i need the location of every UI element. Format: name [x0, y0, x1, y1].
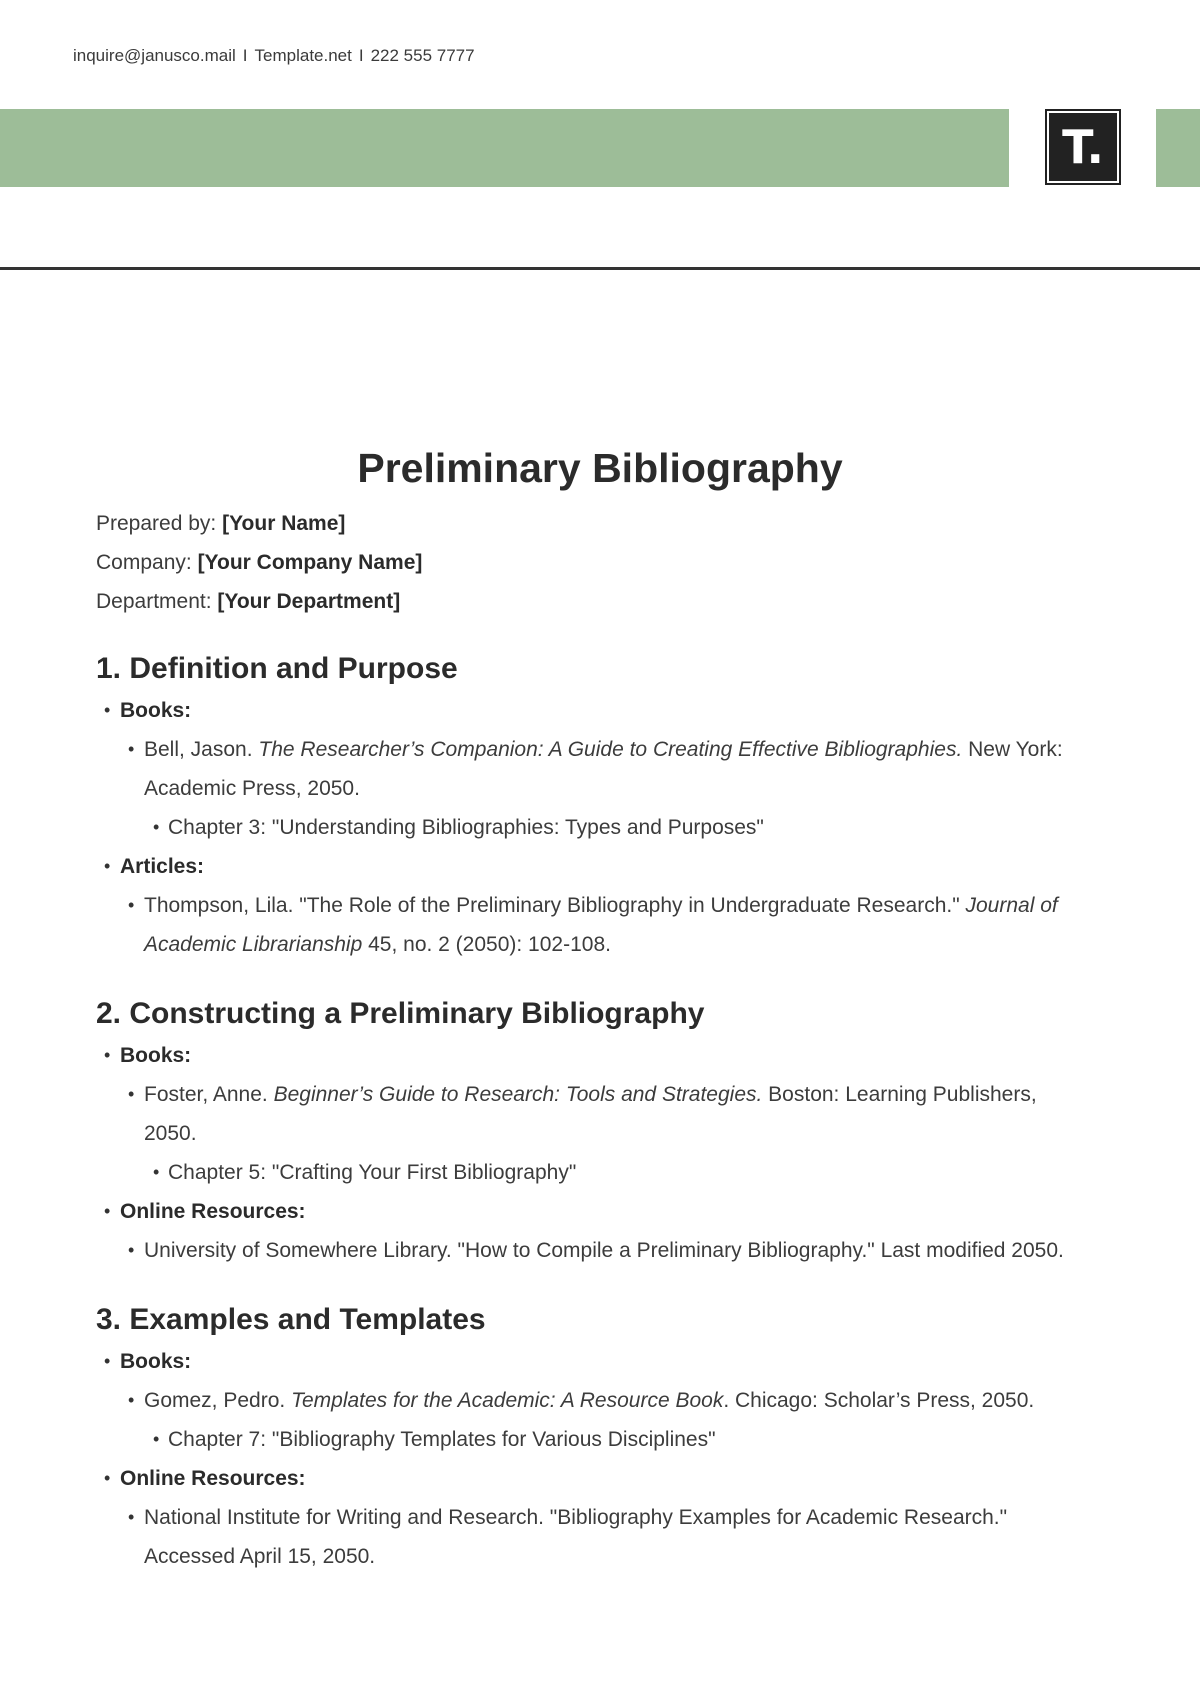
list-item — [96, 1192, 1096, 1231]
ref-text: . Chicago: Scholar’s Press, 2050. — [723, 1389, 1035, 1412]
section-heading: 3. Examples and Templates — [96, 1303, 486, 1336]
group-label: Articles: — [120, 855, 205, 878]
ref-text: Boston: Learning Publishers, 2050. — [144, 1083, 1037, 1145]
contact-email[interactable]: inquire@janusco.mail — [73, 46, 236, 65]
ref-text: National Institute for Writing and Research. "Bibliography Examples for Academic Research." Accessed April 15, 2050. — [144, 1506, 1008, 1568]
ref-title: Beginner’s Guide to Research: Tools and Strategies. — [273, 1083, 763, 1106]
meta-block — [96, 504, 1096, 621]
section-heading: 1. Definition and Purpose — [96, 652, 458, 685]
header-divider — [0, 267, 1200, 270]
ref-text: 45, no. 2 (2050): 102-108. — [362, 933, 611, 956]
logo-letter: T. — [1062, 120, 1104, 174]
ref-title: The Researcher’s Companion: A Guide to Creating Effective Bibliographies. — [258, 738, 963, 761]
ref-text: Gomez, Pedro. — [144, 1389, 292, 1412]
contact-phone: 222 555 7777 — [370, 46, 475, 65]
list-item — [96, 1459, 1096, 1498]
ref-title: Journal of Academic Librarianship — [144, 894, 1058, 956]
reference-entry — [96, 1381, 1064, 1420]
meta-label: Company: — [96, 551, 192, 574]
list-item — [96, 1342, 1096, 1381]
section-heading: 2. Constructing a Preliminary Bibliography — [96, 997, 705, 1030]
contact-separator: I — [242, 46, 248, 65]
page-title: Preliminary Bibliography — [357, 445, 843, 491]
meta-value: [Your Name] — [222, 512, 346, 535]
group-label: Books: — [120, 699, 192, 722]
list-item — [96, 847, 1096, 886]
ref-text: Thompson, Lila. "The Role of the Preliminary Bibliography in Undergraduate Research." — [144, 894, 966, 917]
meta-value: [Your Department] — [217, 590, 401, 613]
header-contact — [73, 46, 475, 66]
chapter-entry: • Chapter 3: "Understanding Bibliographies: Types and Purposes" — [96, 808, 1096, 847]
meta-company — [96, 543, 1096, 582]
reference-entry — [96, 886, 1064, 964]
reference-entry — [96, 1231, 1064, 1270]
meta-label: Prepared by: — [96, 512, 217, 535]
meta-prepared — [96, 504, 1096, 543]
meta-label: Department: — [96, 590, 212, 613]
meta-value: [Your Company Name] — [197, 551, 423, 574]
group-label: Online Resources: — [120, 1200, 306, 1223]
chapter-entry: • Chapter 5: "Crafting Your First Bibliography" — [96, 1153, 1096, 1192]
ref-text: University of Somewhere Library. "How to Compile a Preliminary Bibliography." Last modified 2050. — [144, 1239, 1064, 1262]
ref-text: New York: Academic Press, 2050. — [144, 738, 1063, 800]
reference-entry — [96, 1498, 1064, 1576]
ref-title: Templates for the Academic: A Resource Book — [291, 1389, 724, 1412]
group-label: Books: — [120, 1044, 192, 1067]
header-band-right — [1156, 109, 1200, 187]
list-item — [96, 691, 1096, 730]
section-definition — [96, 647, 1096, 964]
contact-website[interactable]: Template.net — [254, 46, 352, 65]
section-examples — [96, 1298, 1096, 1576]
section-list — [96, 1036, 1096, 1270]
company-logo — [1047, 111, 1119, 183]
reference-entry — [96, 730, 1064, 808]
section-list — [96, 1342, 1096, 1576]
reference-entry — [96, 1075, 1064, 1153]
section-list — [96, 691, 1096, 964]
chapter-entry: • Chapter 7: "Bibliography Templates for Various Disciplines" — [96, 1420, 1096, 1459]
ref-text: Bell, Jason. — [144, 738, 259, 761]
group-label: Books: — [120, 1350, 192, 1373]
section-constructing — [96, 992, 1096, 1270]
group-label: Online Resources: — [120, 1467, 306, 1490]
document-body — [96, 440, 1096, 1576]
ref-text: Foster, Anne. — [144, 1083, 274, 1106]
list-item — [96, 1036, 1096, 1075]
contact-separator: I — [358, 46, 364, 65]
meta-department — [96, 582, 1096, 621]
header-band — [0, 109, 1009, 187]
